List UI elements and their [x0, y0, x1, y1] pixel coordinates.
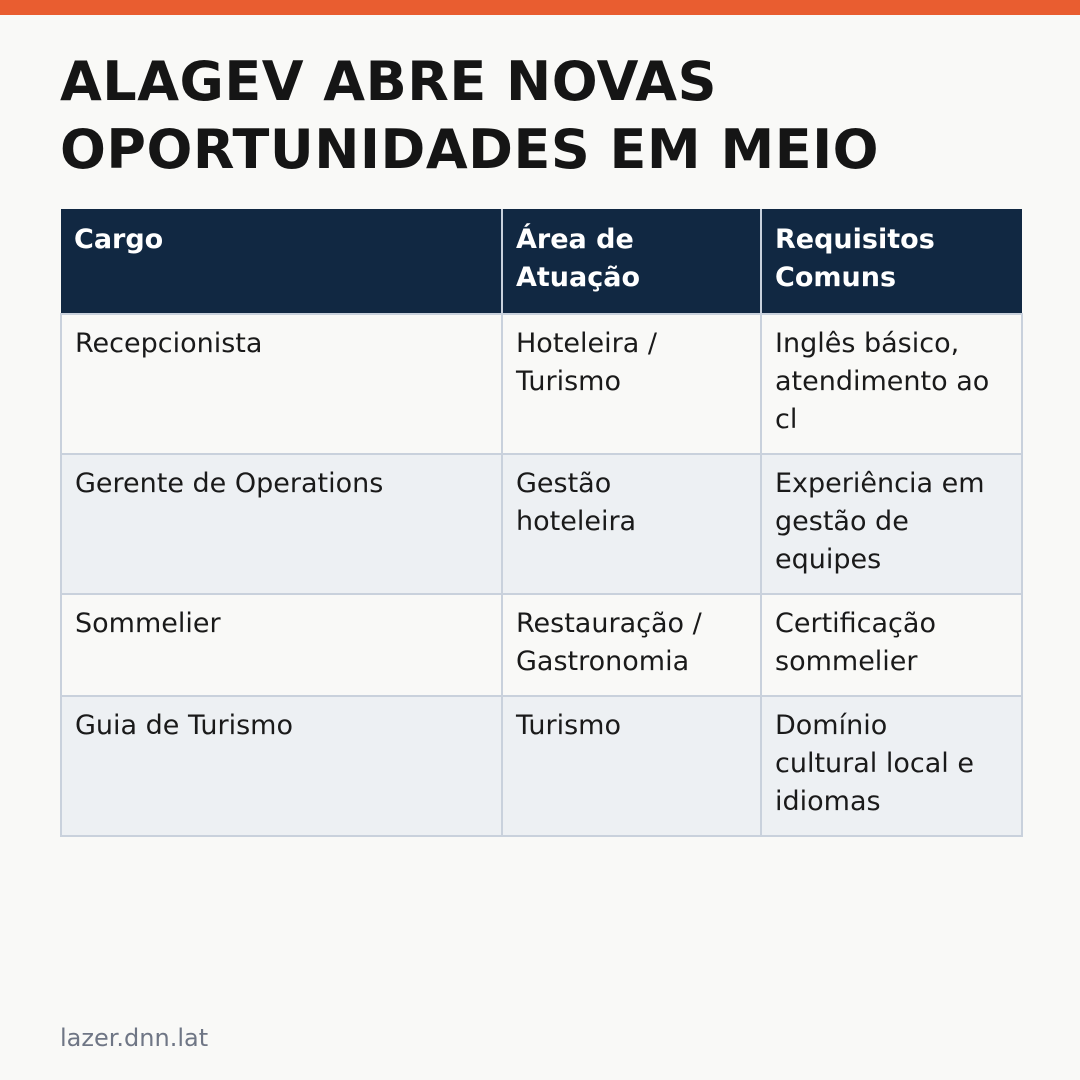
column-header-label: Requisitos [775, 224, 935, 255]
page-title-line-2: OPORTUNIDADES EM MEIO [60, 118, 880, 181]
cell-requisitos: Domínio cultural local e idiomas [761, 696, 1022, 836]
cell-area: Turismo [502, 696, 761, 836]
footer-site-url: lazer.dnn.lat [60, 1024, 209, 1052]
cell-requisitos: Certificação sommelier [761, 594, 1022, 696]
cell-requisitos: Inglês básico, atendimento ao cl [761, 314, 1022, 454]
column-header-label: Comuns [775, 262, 897, 293]
cell-cargo: Guia de Turismo [61, 696, 502, 836]
cell-requisitos: Experiência em gestão de equipes [761, 454, 1022, 594]
column-header-label: Cargo [74, 224, 164, 255]
cell-cargo: Gerente de Operations [61, 454, 502, 594]
cell-cargo: Sommelier [61, 594, 502, 696]
cell-area: Restauração / Gastronomia [502, 594, 761, 696]
table-row [61, 314, 1022, 454]
top-accent-bar [0, 0, 1080, 15]
table-header-row [61, 209, 1022, 314]
column-header-label: Área de [516, 224, 634, 255]
column-header-requisitos [761, 209, 1022, 314]
jobs-table [60, 209, 1023, 837]
column-header-cargo [61, 209, 502, 314]
table-row [61, 454, 1022, 594]
page-title-line-1: ALAGEV ABRE NOVAS [60, 50, 717, 113]
cell-area: Gestão hoteleira [502, 454, 761, 594]
page-title [60, 48, 1020, 184]
column-header-label: Atuação [516, 262, 641, 293]
cell-cargo: Recepcionista [61, 314, 502, 454]
jobs-table-container [60, 209, 1021, 837]
column-header-area [502, 209, 761, 314]
table-row [61, 594, 1022, 696]
table-row [61, 696, 1022, 836]
cell-area: Hoteleira / Turismo [502, 314, 761, 454]
